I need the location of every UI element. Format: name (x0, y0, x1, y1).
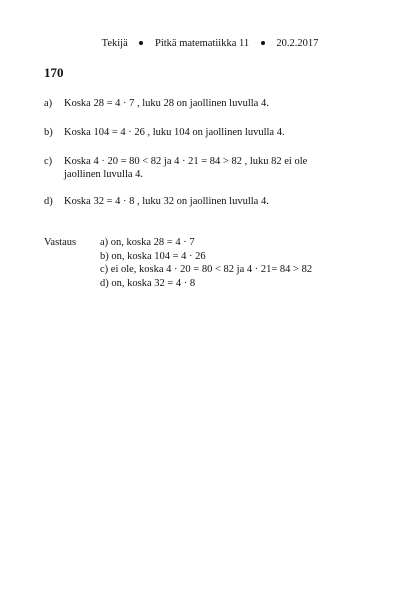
item-label: b) (44, 127, 53, 138)
header-course: Pitkä matematiikka 11 (155, 38, 250, 49)
problem-number: 170 (44, 65, 64, 80)
item-text: Koska 104 = 4 · 26 , luku 104 on jaollinen luvulla 4. (64, 127, 285, 138)
item-label: d) (44, 196, 53, 207)
item-text: Koska 4 · 20 = 80 < 82 ja 4 · 21 = 84 > 82 , luku 82 ei ole (64, 156, 308, 167)
header-author: Tekijä (101, 38, 128, 49)
header-date: 20.2.2017 (276, 38, 319, 49)
answer-line-b: b) on, koska 104 = 4 · 26 (100, 250, 206, 262)
item-text-continued: jaollinen luvulla 4. (64, 169, 144, 180)
bullet-separator-icon (261, 41, 265, 45)
page-header (0, 37, 420, 50)
item-label: a) (44, 98, 53, 109)
answer-line-d: d) on, koska 32 = 4 · 8 (100, 277, 196, 289)
item-text: Koska 28 = 4 · 7 , luku 28 on jaollinen luvulla 4. (64, 98, 269, 109)
bullet-separator-icon (139, 41, 143, 45)
answer-label: Vastaus (44, 237, 77, 248)
item-label: c) (44, 156, 53, 167)
answer-line-a: a) on, koska 28 = 4 · 7 (100, 237, 195, 248)
answer-line-c: c) ei ole, koska 4 · 20 = 80 < 82 ja 4 · 21= 84 > 82 (100, 264, 313, 275)
item-text: Koska 32 = 4 · 8 , luku 32 on jaollinen luvulla 4. (64, 196, 269, 207)
answer-lines (100, 236, 312, 290)
